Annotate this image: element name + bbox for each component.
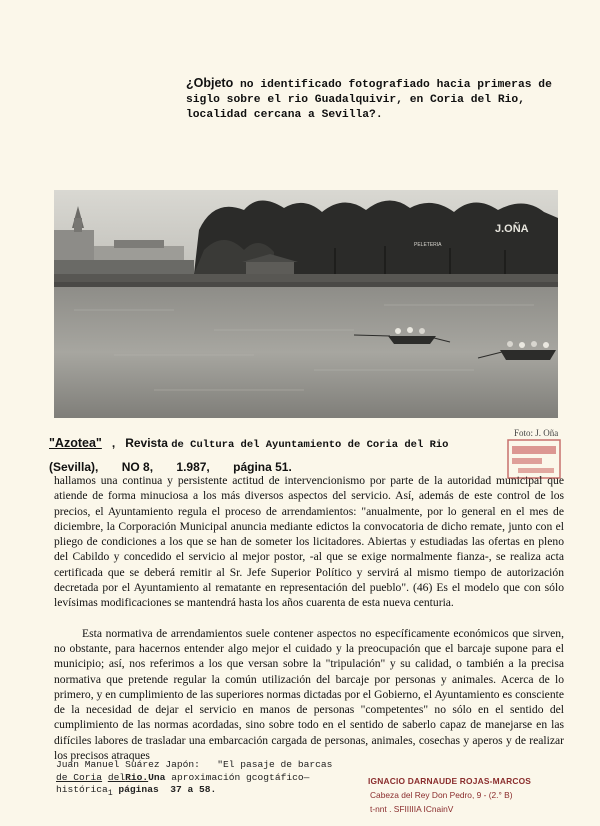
citation-revista: Revista bbox=[125, 436, 168, 450]
heading-question: ¿Objeto bbox=[186, 76, 234, 90]
reference-coria: de Coria bbox=[56, 771, 103, 783]
bibliographic-reference bbox=[56, 759, 346, 800]
contact-name: IGNACIO DARNAUDE ROJAS-MARCOS bbox=[368, 776, 532, 786]
page-heading bbox=[186, 76, 584, 123]
historic-photo bbox=[54, 190, 558, 418]
article-body bbox=[54, 473, 564, 763]
reference-pages: 37 a 58. bbox=[170, 784, 217, 795]
photo-credit: Foto: J. Oña bbox=[514, 428, 559, 438]
photo-sign-jona: J.OÑA bbox=[495, 223, 529, 235]
reference-author: Juan Manuel Suárez Japón: bbox=[56, 759, 200, 770]
reference-paginas: páginas bbox=[118, 784, 159, 795]
reference-aproximacion: aproximación gcogtáfico— bbox=[171, 771, 310, 783]
reference-title-start: "El pasaje de barcas bbox=[217, 759, 333, 770]
citation-separator: , bbox=[111, 436, 116, 450]
heading-text: no identificado fotografiado hacia primeras de siglo sobre el rio Guadalquivir, en Coria del Rio, localidad cercana a Sevilla?. bbox=[186, 79, 552, 121]
citation-block bbox=[49, 432, 519, 478]
citation-description: de Cultura del Ayuntamiento de Coria del Rio bbox=[171, 439, 449, 451]
photo-sign-small: PELETERIA bbox=[414, 242, 442, 248]
reference-sub: 1 bbox=[107, 788, 113, 798]
reference-rio: Rio. bbox=[125, 771, 149, 783]
river-scene-illustration bbox=[54, 190, 558, 418]
magazine-name: "Azotea" bbox=[49, 436, 102, 450]
reference-del: del bbox=[107, 771, 126, 783]
paragraph-2: Esta normativa de arrendamientos suele contener aspectos no específicamente económicos que sirven, no obstante, para hacernos entender algo mejor el cuidado y la preocupación que el barcaje supone para el municipio; así, nos referimos a los que versan sobre la "tripulación" y su calidad, o también a la precisa normativa que pretende regular la común utilización del barcaje por personas y animales. Acerca de lo primero, y en cumplimiento de las superiores normas dictadas por el Gobierno, el Ayuntamiento es consciente de la necesidad de dejar el servicio en manos de personas "competentes" no sólo en el sentido del cumplimiento de las normas acordadas, sino sobre todo en el sentido de saberlo capaz de manejarse en las difíciles labores de trasladar una embarcación cargada de personas, animales, cosechas y aperos y de realizar los precisos atraques bbox=[54, 626, 564, 763]
citation-year: 1.987, bbox=[176, 460, 210, 474]
contact-phone: t-nnt . SFIIIIIA ICnainV bbox=[370, 804, 454, 814]
reference-historica: histórica bbox=[56, 784, 108, 795]
paragraph-1: hallamos una continua y persistente actitud de intervencionismo por parte de la autoridad municipal que atiende de forma minuciosa a los más diversos aspectos del servicio. Así, además de este control de los precios, el Ayuntamiento regula el proceso de arrendamientos: "anualmente, por lo general en el mes de diciembre, la Corporación Municipal anuncia mediante edictos la convocatoria de dicho remate, junto con el pliego de condiciones a los que se han de someter los licitadores. Abiertas y estudiadas las ofertas en pleno del Cabildo y concedido el servicio al mejor postor, -al que se exige normalmente fianza-, se realiza acta certificada que se deberá remitir al Sr. Jefe Superior Político y servirá al mismo tiempo de autorización decretada por el Ayuntamiento al rematante en representación del pueblo". (46) Es el modelo que con sólo levísimas modificaciones se mantendrá hasta los años cuarenta de esta nueva centuria. bbox=[54, 474, 564, 610]
citation-number: NO 8, bbox=[121, 460, 154, 474]
reference-una: Una bbox=[148, 771, 166, 783]
citation-location: (Sevilla), bbox=[49, 460, 99, 474]
contact-stamp bbox=[368, 774, 568, 816]
contact-address: Cabeza del Rey Don Pedro, 9 - (2.° B) bbox=[370, 790, 513, 800]
citation-page: página 51. bbox=[233, 460, 292, 474]
